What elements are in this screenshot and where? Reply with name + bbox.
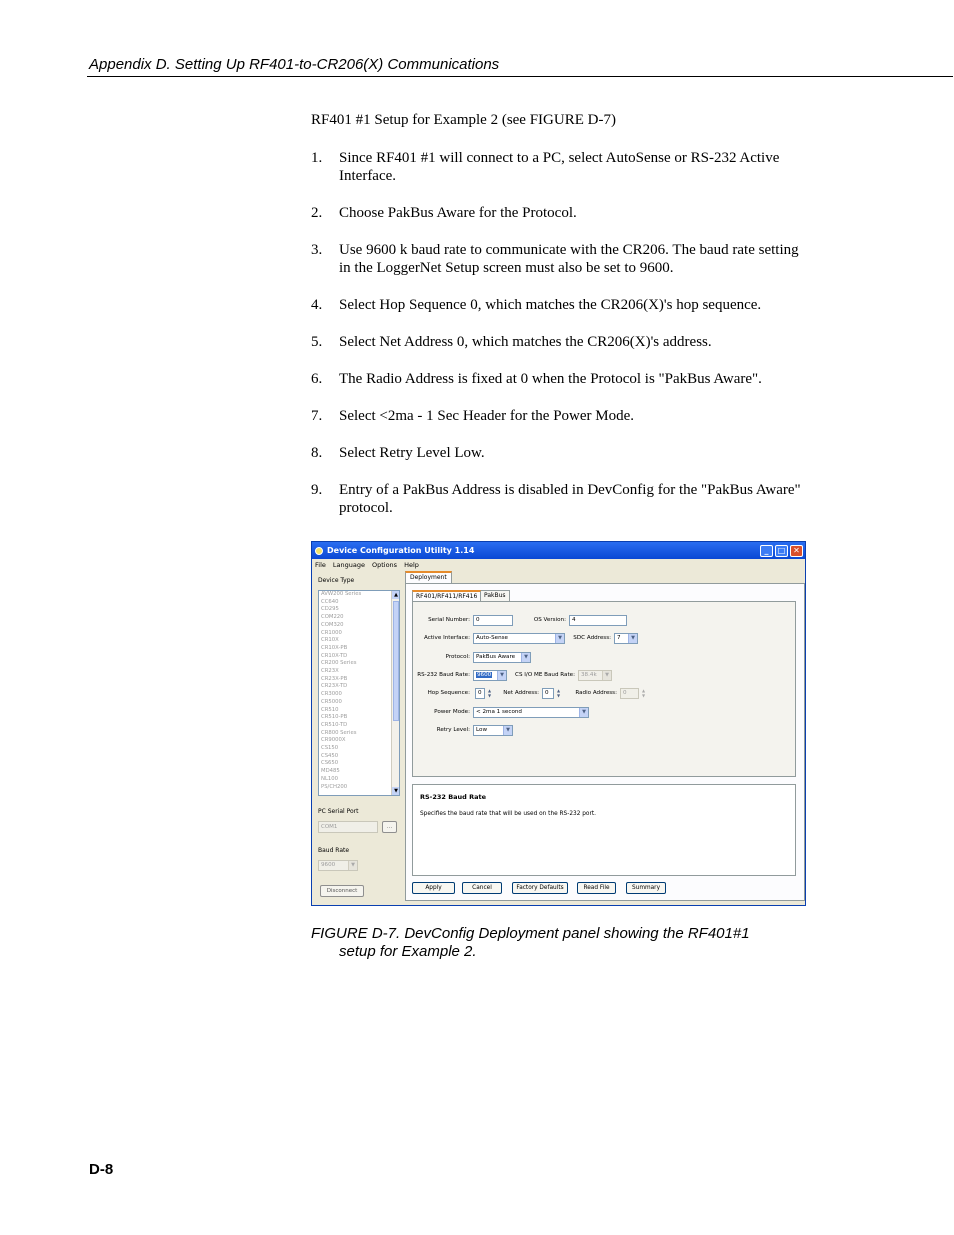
read-file-button[interactable]: Read File (577, 882, 616, 894)
hop-sequence-spinner-icon[interactable]: ▲ ▼ (487, 688, 492, 698)
browse-button[interactable]: ... (382, 821, 397, 833)
minimize-icon[interactable]: _ (760, 545, 773, 557)
menu-bar (312, 559, 805, 570)
menu-language[interactable]: Language (332, 560, 365, 569)
sdc-address-select[interactable]: 7 ▼ (614, 633, 638, 644)
list-item[interactable]: CR3000 (321, 691, 342, 698)
header-rule (87, 76, 953, 77)
devconfig-window (311, 541, 806, 906)
list-item[interactable]: CR10X-PB (321, 644, 348, 651)
step-item: 7. Select <2ma - 1 Sec Header for the Power Mode. (311, 408, 635, 424)
list-item[interactable]: CR23X-PB (321, 675, 348, 682)
menu-help[interactable]: Help (404, 560, 419, 569)
window-titlebar[interactable] (312, 542, 805, 559)
net-address-field[interactable]: 0 (542, 688, 554, 699)
device-type-list[interactable] (318, 590, 400, 796)
list-item[interactable]: COM220 (321, 614, 344, 621)
step-item: 3. Use 9600 k baud rate to communicate with the CR206. The baud rate setting in the LoggerNet Setup screen must also be set to 9600. (311, 242, 799, 276)
list-item[interactable]: CD295 (321, 606, 339, 613)
step-item: 2. Choose PakBus Aware for the Protocol. (311, 205, 577, 221)
running-header: Appendix D. Setting Up RF401-to-CR206(X) Communications (89, 56, 500, 73)
power-mode-label: Power Mode: (434, 709, 470, 715)
maximize-icon[interactable]: □ (775, 545, 788, 557)
list-item[interactable]: CS450 (321, 752, 339, 759)
list-item[interactable]: CR23X-TD (321, 683, 348, 690)
left-pane (315, 571, 405, 903)
caption-line-2: setup for Example 2. (339, 943, 477, 960)
chevron-down-icon: ▼ (521, 653, 530, 662)
pc-serial-port-label: PC Serial Port (318, 808, 359, 815)
radio-address-label: Radio Address: (575, 690, 617, 696)
apply-button[interactable]: Apply (412, 882, 455, 894)
device-list-scrollbar[interactable] (391, 591, 399, 795)
section-intro: RF401 #1 Setup for Example 2 (see FIGURE D-7) (311, 112, 616, 128)
help-text: Specifies the baud rate that will be used on the RS-232 port. (420, 811, 596, 817)
protocol-label: Protocol: (445, 654, 470, 660)
scroll-up-icon[interactable]: ▲ (392, 591, 400, 599)
radio-address-spinner-icon[interactable]: ▲ ▼ (641, 688, 646, 698)
chevron-down-icon: ▼ (503, 726, 512, 735)
figure-caption (311, 925, 750, 961)
tab-deployment[interactable]: Deployment (405, 571, 452, 583)
os-version-field[interactable]: 4 (569, 615, 627, 626)
csio-baud-select[interactable]: 38.4k ▼ (578, 670, 612, 681)
list-item[interactable]: CR10X-TD (321, 652, 348, 659)
list-item[interactable]: AVW200 Series (321, 591, 362, 597)
protocol-select[interactable]: PakBus Aware ▼ (473, 652, 531, 663)
net-address-label: Net Address: (503, 690, 539, 696)
list-item[interactable]: CR200 Series (321, 660, 357, 667)
scroll-down-icon[interactable]: ▼ (392, 787, 400, 795)
step-item: 1. Since RF401 #1 will connect to a PC, select AutoSense or RS-232 Active Interface. (311, 150, 780, 184)
help-title: RS-232 Baud Rate (420, 793, 487, 801)
tab-rf401[interactable]: RF401/RF411/RF416 (412, 590, 481, 601)
list-item[interactable]: CR510-TD (321, 721, 348, 728)
os-version-label: OS Version: (533, 617, 566, 623)
retry-level-label: Retry Level: (436, 727, 470, 733)
list-item[interactable]: CR510-PB (321, 714, 348, 721)
list-item[interactable]: CR23X (321, 668, 339, 675)
step-item: 6. The Radio Address is fixed at 0 when the Protocol is "PakBus Aware". (311, 371, 762, 387)
pc-serial-port-field[interactable]: COM1 (318, 821, 378, 833)
rs232-baud-label: RS-232 Baud Rate: (417, 672, 470, 678)
rs232-baud-select[interactable]: 9600 ▼ (473, 670, 507, 681)
hop-sequence-label: Hop Sequence: (427, 690, 470, 696)
list-item[interactable]: NL100 (321, 775, 339, 782)
cancel-button[interactable]: Cancel (462, 882, 502, 894)
factory-defaults-button[interactable]: Factory Defaults (512, 882, 568, 894)
chevron-down-icon: ▼ (602, 671, 611, 680)
list-item[interactable]: COM320 (321, 621, 344, 628)
step-item: 5. Select Net Address 0, which matches the CR206(X)'s address. (311, 334, 712, 350)
list-item[interactable]: CR5000 (321, 698, 342, 705)
serial-number-field[interactable]: 0 (473, 615, 513, 626)
chevron-down-icon: ▼ (348, 861, 357, 870)
page-number: D-8 (89, 1161, 114, 1178)
baud-rate-label: Baud Rate (318, 847, 350, 854)
chevron-down-icon: ▼ (555, 634, 564, 643)
active-interface-label: Active Interface: (423, 635, 470, 641)
list-item[interactable]: MD485 (321, 768, 340, 775)
list-item[interactable]: CC640 (321, 598, 339, 605)
scroll-thumb[interactable] (393, 601, 399, 721)
window-title: Device Configuration Utility 1.14 (327, 546, 475, 555)
rf401-settings-panel (412, 601, 796, 777)
caption-line-1: FIGURE D-7. DevConfig Deployment panel showing the RF401#1 (311, 925, 750, 942)
radio-address-field[interactable]: 0 (620, 688, 639, 699)
serial-number-label: Serial Number: (428, 617, 470, 623)
list-item[interactable]: CR510 (321, 706, 339, 713)
menu-options[interactable]: Options (371, 560, 398, 569)
summary-button[interactable]: Summary (626, 882, 666, 894)
retry-level-select[interactable]: Low ▼ (473, 725, 513, 736)
hop-sequence-field[interactable]: 0 (475, 688, 485, 699)
app-icon (315, 547, 323, 555)
list-item[interactable]: CS650 (321, 760, 339, 767)
power-mode-select[interactable]: < 2ma 1 second ▼ (473, 707, 589, 718)
step-item: 4. Select Hop Sequence 0, which matches the CR206(X)'s hop sequence. (311, 297, 762, 313)
device-type-label: Device Type (318, 577, 355, 584)
baud-rate-select[interactable]: 9600 ▼ (318, 860, 358, 871)
csio-baud-label: CS I/O ME Baud Rate: (515, 672, 575, 678)
deployment-panel (405, 583, 805, 901)
close-icon[interactable]: ✕ (790, 545, 803, 557)
list-item[interactable]: CR800 Series (321, 729, 357, 736)
net-address-spinner-icon[interactable]: ▲ ▼ (556, 688, 561, 698)
list-item[interactable]: CR9000X (321, 737, 346, 744)
chevron-down-icon: ▼ (628, 634, 637, 643)
chevron-down-icon: ▼ (579, 708, 588, 717)
active-interface-select[interactable]: Auto-Sense ▼ (473, 633, 565, 644)
list-item[interactable]: PS/CH200 (321, 783, 348, 790)
disconnect-button[interactable]: Disconnect (320, 885, 364, 897)
step-item: 9. Entry of a PakBus Address is disabled in DevConfig for the "PakBus Aware" protocol. (311, 482, 801, 516)
list-item[interactable]: CR1000 (321, 629, 342, 636)
sdc-address-label: SDC Address: (573, 635, 611, 641)
setup-steps (311, 149, 811, 536)
step-item: 8. Select Retry Level Low. (311, 445, 485, 461)
chevron-down-icon: ▼ (497, 671, 506, 680)
list-item[interactable]: CS150 (321, 745, 339, 752)
menu-file[interactable]: File (315, 560, 326, 569)
main-pane (405, 571, 805, 903)
help-box (412, 784, 796, 876)
list-item[interactable]: CR10X (321, 637, 339, 644)
tab-pakbus[interactable]: PakBus (480, 590, 510, 601)
